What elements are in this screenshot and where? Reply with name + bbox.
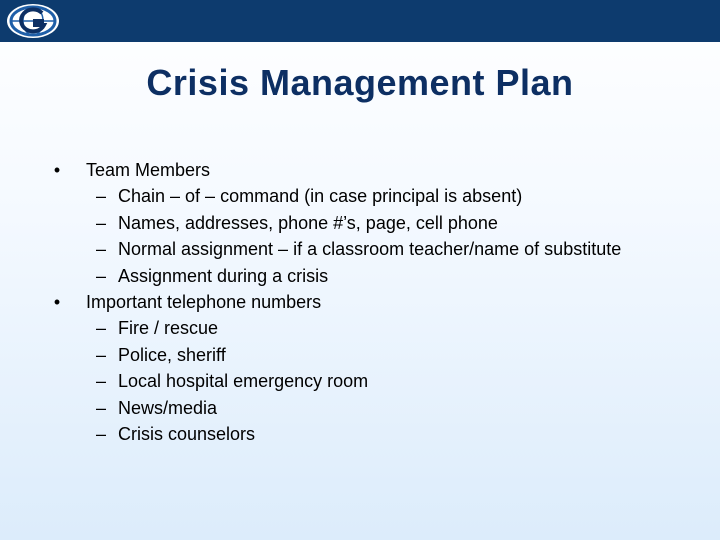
sub-bullet-item bbox=[0, 342, 720, 368]
sub-bullet-text: Local hospital emergency room bbox=[118, 371, 369, 392]
sub-bullet-item bbox=[0, 236, 720, 262]
dash-marker: – bbox=[96, 186, 107, 207]
sub-bullet-item bbox=[0, 395, 720, 421]
sub-bullet-item bbox=[0, 315, 720, 341]
sub-bullet-text: Fire / rescue bbox=[118, 318, 219, 339]
dash-marker: – bbox=[96, 318, 107, 339]
dash-marker: – bbox=[96, 423, 107, 444]
sub-bullet-text: News/media bbox=[118, 397, 218, 418]
bullet-item bbox=[0, 157, 720, 183]
bullet-text: Important telephone numbers bbox=[86, 291, 322, 312]
bullet-text: Team Members bbox=[86, 160, 211, 180]
sub-bullet-item bbox=[0, 421, 720, 447]
bullet-item bbox=[0, 289, 720, 315]
dash-marker: – bbox=[96, 212, 107, 233]
dash-marker: – bbox=[96, 265, 107, 286]
dash-marker: – bbox=[96, 371, 107, 392]
sub-bullet-item bbox=[0, 263, 720, 289]
bullet-marker: • bbox=[53, 160, 61, 180]
sub-bullet-item bbox=[0, 368, 720, 394]
slide-title: Crisis Management Plan bbox=[146, 62, 574, 103]
dash-marker: – bbox=[96, 239, 107, 260]
dash-marker: – bbox=[96, 397, 107, 418]
sub-bullet-text: Assignment during a crisis bbox=[118, 265, 329, 286]
bullet-marker: • bbox=[53, 291, 61, 312]
sub-bullet-text: Normal assignment – if a classroom teacher/name of substitute bbox=[118, 239, 622, 260]
globe-g-logo-icon bbox=[4, 1, 62, 41]
sub-bullet-text: Names, addresses, phone #’s, page, cell phone bbox=[118, 212, 498, 233]
header-bar bbox=[0, 0, 720, 42]
sub-bullet-text: Police, sheriff bbox=[118, 344, 226, 365]
dash-marker: – bbox=[96, 344, 107, 365]
sub-bullet-item bbox=[0, 210, 720, 236]
sub-bullet-text: Crisis counselors bbox=[118, 423, 256, 444]
sub-bullet-item bbox=[0, 183, 720, 209]
bullet-list bbox=[0, 157, 720, 447]
sub-bullet-text: Chain – of – command (in case principal is absent) bbox=[118, 186, 523, 207]
slide-corner-mark bbox=[704, 526, 712, 534]
